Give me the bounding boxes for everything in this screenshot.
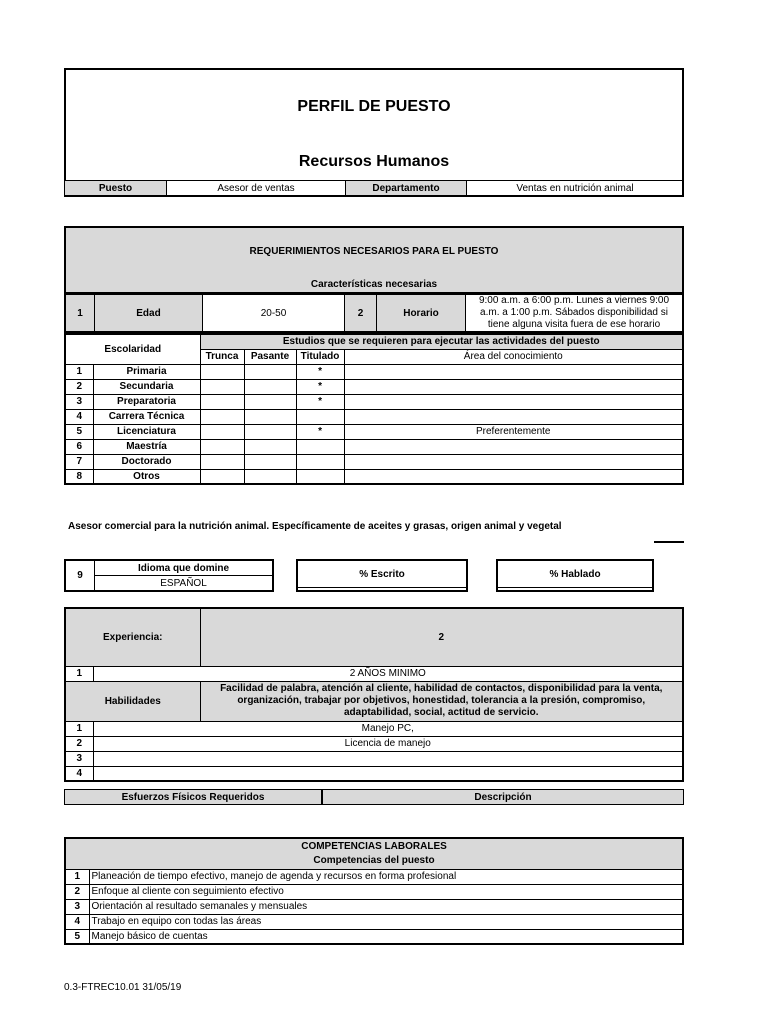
habilidades-label: Habilidades: [65, 681, 200, 721]
hablado-label: % Hablado: [497, 560, 653, 588]
competency-num: 1: [65, 869, 89, 884]
escrito-value: [297, 588, 467, 591]
experience-table: [64, 607, 684, 782]
puesto-value: Asesor de ventas: [167, 181, 346, 196]
col-area: Área del conocimiento: [344, 349, 683, 364]
header-block: [64, 68, 684, 197]
puesto-label: Puesto: [65, 181, 167, 196]
table-row: [65, 379, 683, 394]
row-pasante: [244, 439, 296, 454]
row-titulado: [296, 454, 344, 469]
row-num: 4: [65, 409, 93, 424]
horario-label: Horario: [377, 294, 466, 332]
departamento-label: Departamento: [346, 181, 467, 196]
row-num: 1: [65, 364, 93, 379]
competency-text: Manejo básico de cuentas: [89, 929, 683, 944]
row-level: Preparatoria: [93, 394, 200, 409]
competency-text: Enfoque al cliente con seguimiento efectivo: [89, 884, 683, 899]
row-titulado: [296, 409, 344, 424]
row-trunca: [200, 454, 244, 469]
row-area: [344, 409, 683, 424]
row-level: Otros: [93, 469, 200, 484]
row-pasante: [244, 394, 296, 409]
esfuerzos-table: [64, 789, 684, 805]
skill-text: Manejo PC,: [93, 721, 683, 736]
requirements-header: [64, 226, 684, 294]
habilidades-value: Facilidad de palabra, atención al cliente, habilidad de contactos, disponibilidad para la venta, organización, trabajar por objetivos, honestidad, tolerancia a la presión, compromiso, adaptabilidad, social, actitud de servicio.: [200, 681, 683, 721]
skill-row: [65, 721, 683, 736]
descripcion-label: Descripción: [322, 790, 684, 805]
language-num: 9: [65, 560, 95, 591]
studies-table: [64, 333, 684, 485]
skill-num: 1: [65, 721, 93, 736]
idioma-value: ESPAÑOL: [95, 576, 274, 592]
hablado-table: [496, 559, 654, 592]
competency-text: Orientación al resultado semanales y mensuales: [89, 899, 683, 914]
row-level: Secundaria: [93, 379, 200, 394]
row-num: 2: [65, 379, 93, 394]
skill-num: 2: [65, 736, 93, 751]
row-area: [344, 394, 683, 409]
skill-num: 4: [65, 766, 93, 781]
row-titulado: [296, 469, 344, 484]
col-pasante: Pasante: [244, 349, 296, 364]
experience-row-value: 2 AÑOS MINIMO: [93, 666, 683, 681]
studies-header: Estudios que se requieren para ejecutar las actividades del puesto: [200, 334, 683, 349]
row-level: Doctorado: [93, 454, 200, 469]
page-subtitle: Recursos Humanos: [298, 153, 450, 170]
row-titulado: [296, 439, 344, 454]
row-trunca: [200, 364, 244, 379]
escrito-table: [296, 559, 468, 592]
divider-line: [654, 541, 684, 543]
row-pasante: [244, 454, 296, 469]
row-level: Primaria: [93, 364, 200, 379]
footer-code: 0.3-FTREC10.01 31/05/19: [64, 982, 182, 993]
hablado-value: [497, 588, 653, 591]
req-num-2: 2: [345, 294, 377, 332]
row-level: Maestría: [93, 439, 200, 454]
row-pasante: [244, 409, 296, 424]
row-trunca: [200, 379, 244, 394]
job-note: Asesor comercial para la nutrición animal. Específicamente de aceites y grasas, origen animal y vegetal: [68, 521, 562, 532]
list-item: [65, 899, 683, 914]
skill-num: 3: [65, 751, 93, 766]
language-table: [64, 559, 274, 592]
departamento-value: Ventas en nutrición animal: [467, 181, 684, 196]
row-titulado: *: [296, 424, 344, 439]
row-trunca: [200, 424, 244, 439]
competencies-title: COMPETENCIAS LABORALES: [65, 838, 683, 853]
experiencia-label: Experiencia:: [65, 608, 200, 666]
row-pasante: [244, 379, 296, 394]
row-area: [344, 439, 683, 454]
competency-num: 5: [65, 929, 89, 944]
row-num: 3: [65, 394, 93, 409]
requirements-row1: [64, 293, 684, 333]
req-num-1: 1: [65, 294, 95, 332]
list-item: [65, 914, 683, 929]
row-area: [344, 379, 683, 394]
edad-label: Edad: [95, 294, 203, 332]
experiencia-value: 2: [200, 608, 683, 666]
competency-num: 3: [65, 899, 89, 914]
page-title: PERFIL DE PUESTO: [297, 98, 451, 115]
table-row: [65, 424, 683, 439]
horario-value: 9:00 a.m. a 6:00 p.m. Lunes a viernes 9:00 a.m. a 1:00 p.m. Sábados disponibilidad si tiene alguna visita fuera de ese horario: [466, 294, 684, 332]
row-titulado: *: [296, 394, 344, 409]
row-trunca: [200, 469, 244, 484]
experience-row-num: 1: [65, 666, 93, 681]
row-area: [344, 454, 683, 469]
row-num: 7: [65, 454, 93, 469]
row-area: Preferentemente: [344, 424, 683, 439]
skill-text: [93, 766, 683, 781]
row-num: 6: [65, 439, 93, 454]
idioma-label: Idioma que domine: [95, 560, 274, 576]
table-row: [65, 454, 683, 469]
escrito-label: % Escrito: [297, 560, 467, 588]
row-trunca: [200, 439, 244, 454]
row-pasante: [244, 364, 296, 379]
table-row: [65, 364, 683, 379]
row-area: [344, 469, 683, 484]
skill-row: [65, 751, 683, 766]
row-titulado: *: [296, 364, 344, 379]
row-area: [344, 364, 683, 379]
row-level: Licenciatura: [93, 424, 200, 439]
competency-text: Planeación de tiempo efectivo, manejo de agenda y recursos en forma profesional: [89, 869, 683, 884]
list-item: [65, 884, 683, 899]
table-row: [65, 469, 683, 484]
competency-num: 2: [65, 884, 89, 899]
esfuerzos-label: Esfuerzos Físicos Requeridos: [65, 790, 323, 805]
col-trunca: Trunca: [200, 349, 244, 364]
edad-value: 20-50: [203, 294, 345, 332]
table-row: [65, 439, 683, 454]
list-item: [65, 929, 683, 944]
competency-text: Trabajo en equipo con todas las áreas: [89, 914, 683, 929]
escolaridad-label: Escolaridad: [65, 334, 200, 364]
requirements-subtitle: Características necesarias: [310, 279, 438, 290]
competencies-table: [64, 837, 684, 945]
competencies-subtitle: Competencias del puesto: [65, 853, 683, 869]
col-titulado: Titulado: [296, 349, 344, 364]
skill-text: [93, 751, 683, 766]
row-level: Carrera Técnica: [93, 409, 200, 424]
row-titulado: *: [296, 379, 344, 394]
row-num: 5: [65, 424, 93, 439]
row-trunca: [200, 394, 244, 409]
competency-num: 4: [65, 914, 89, 929]
table-row: [65, 409, 683, 424]
list-item: [65, 869, 683, 884]
row-trunca: [200, 409, 244, 424]
row-pasante: [244, 424, 296, 439]
skill-text: Licencia de manejo: [93, 736, 683, 751]
table-row: [65, 394, 683, 409]
skill-row: [65, 736, 683, 751]
requirements-title: REQUERIMIENTOS NECESARIOS PARA EL PUESTO: [249, 246, 499, 257]
row-pasante: [244, 469, 296, 484]
puesto-row: [64, 180, 684, 196]
row-num: 8: [65, 469, 93, 484]
skill-row: [65, 766, 683, 781]
